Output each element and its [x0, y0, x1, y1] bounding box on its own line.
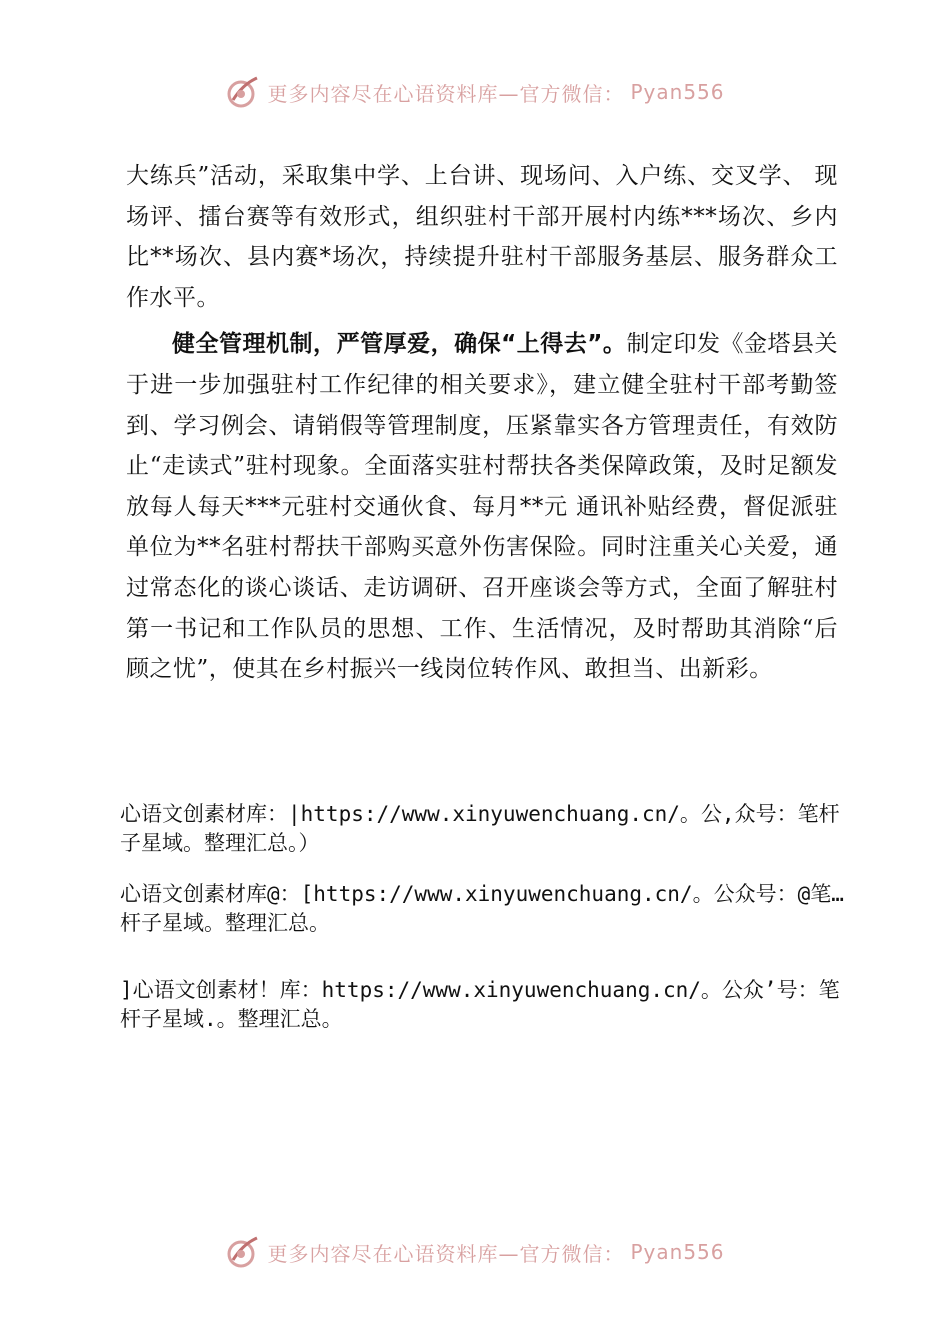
quill-swirl-logo-icon [225, 74, 261, 110]
watermark-text: 更多内容尽在心语资料库—官方微信： [267, 81, 625, 106]
paragraph-2-text: 制定印发《金塔县关于进一步加强驻村工作纪律的相关要求》，建立健全驻村干部考勤签到、学习例会、请销假等管理制度，压紧靠实各方管理责任，有效防止“走读式”驻村现象。全面落实驻村帮扶各类保障政策，及时足额发放每人每天***元驻村交通伙食、每月**元 通讯补贴经费，督促派驻单位为**名驻村帮扶干部购买意外伤害保险。同时注重关心关爱，通过常态化的谈心谈话、走访调研、召开座谈会等方式，全面了解驻村第一书记和工作队员的思想、工作、生活情况，及时帮助其消除“后顾之忧”，使其在乡村振兴一线岗位转作风、敢担当、出新彩。 [126, 331, 839, 683]
document-body [126, 156, 838, 690]
source-notes [120, 800, 860, 1056]
watermark-handle: Pyan556 [630, 80, 725, 104]
footer-watermark [0, 1234, 950, 1270]
paragraph-2 [126, 324, 838, 689]
quill-swirl-logo-icon [225, 1234, 261, 1270]
source-note-1: 心语文创素材库：|https://www.xinyuwenchuang.cn/。公,众号：笔杆子星域。整理汇总。） [120, 802, 840, 855]
source-note-3: ]心语文创素材！库：https://www.xinyuwenchuang.cn/。公众’号：笔杆子星域.。整理汇总。 [120, 978, 840, 1031]
paragraph-1: 大练兵”活动，采取集中学、上台讲、现场问、入户练、交叉学、 现场评、擂台赛等有效形式，组织驻村干部开展村内练***场次、乡内比**场次、县内赛*场次，持续提升驻村干部服务基层、服务群众工作水平。 [126, 163, 838, 311]
header-watermark [0, 74, 950, 110]
watermark-handle: Pyan556 [630, 1240, 725, 1264]
source-note-2: 心语文创素材库@：[https://www.xinyuwenchuang.cn/。公众号：@笔…杆子星域。整理汇总。 [120, 882, 844, 935]
watermark-text: 更多内容尽在心语资料库—官方微信： [267, 1241, 625, 1266]
paragraph-2-heading: 健全管理机制，严管厚爱，确保“上得去”。 [172, 331, 627, 358]
